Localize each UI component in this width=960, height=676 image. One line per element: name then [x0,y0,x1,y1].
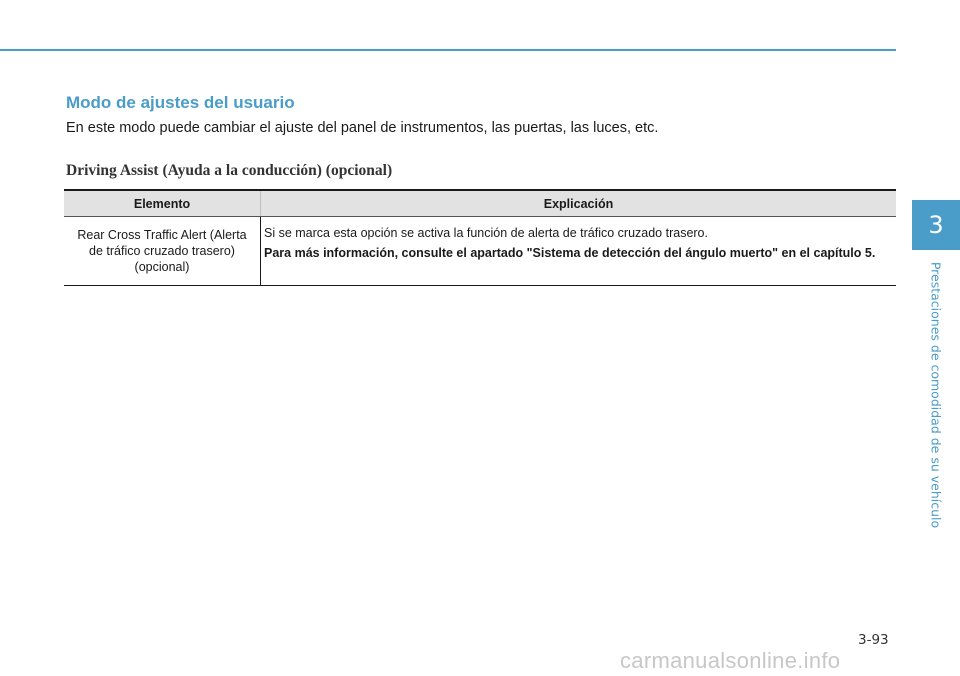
section-heading: Modo de ajustes del usuario [66,93,295,112]
explanation-note: Para más información, consulte el apartado "Sistema de detección del ángulo muerto" en el capítulo 5. [264,246,876,260]
chapter-title: Prestaciones de comodidad de su vehículo [928,261,944,529]
cell-element: Rear Cross Traffic Alert (Alerta de tráfico cruzado trasero) (opcional) [64,217,261,286]
header-explicacion: Explicación [261,190,897,217]
settings-table [64,189,896,286]
table-header-row [64,190,896,217]
table-title: Driving Assist (Ayuda a la conducción) (opcional) [66,162,393,179]
intro-text: En este modo puede cambiar el ajuste del panel de instrumentos, las puertas, las luces, etc. [66,120,659,136]
table-row [64,217,896,286]
watermark: carmanualsonline.info [620,648,841,673]
cell-explanation [261,217,897,286]
top-rule [0,49,896,51]
chapter-number: 3 [928,211,944,239]
header-elemento: Elemento [64,190,261,217]
explanation-text: Si se marca esta opción se activa la función de alerta de tráfico cruzado trasero. [264,226,708,240]
page-number: 3-93 [858,632,889,648]
chapter-tab [912,200,960,250]
